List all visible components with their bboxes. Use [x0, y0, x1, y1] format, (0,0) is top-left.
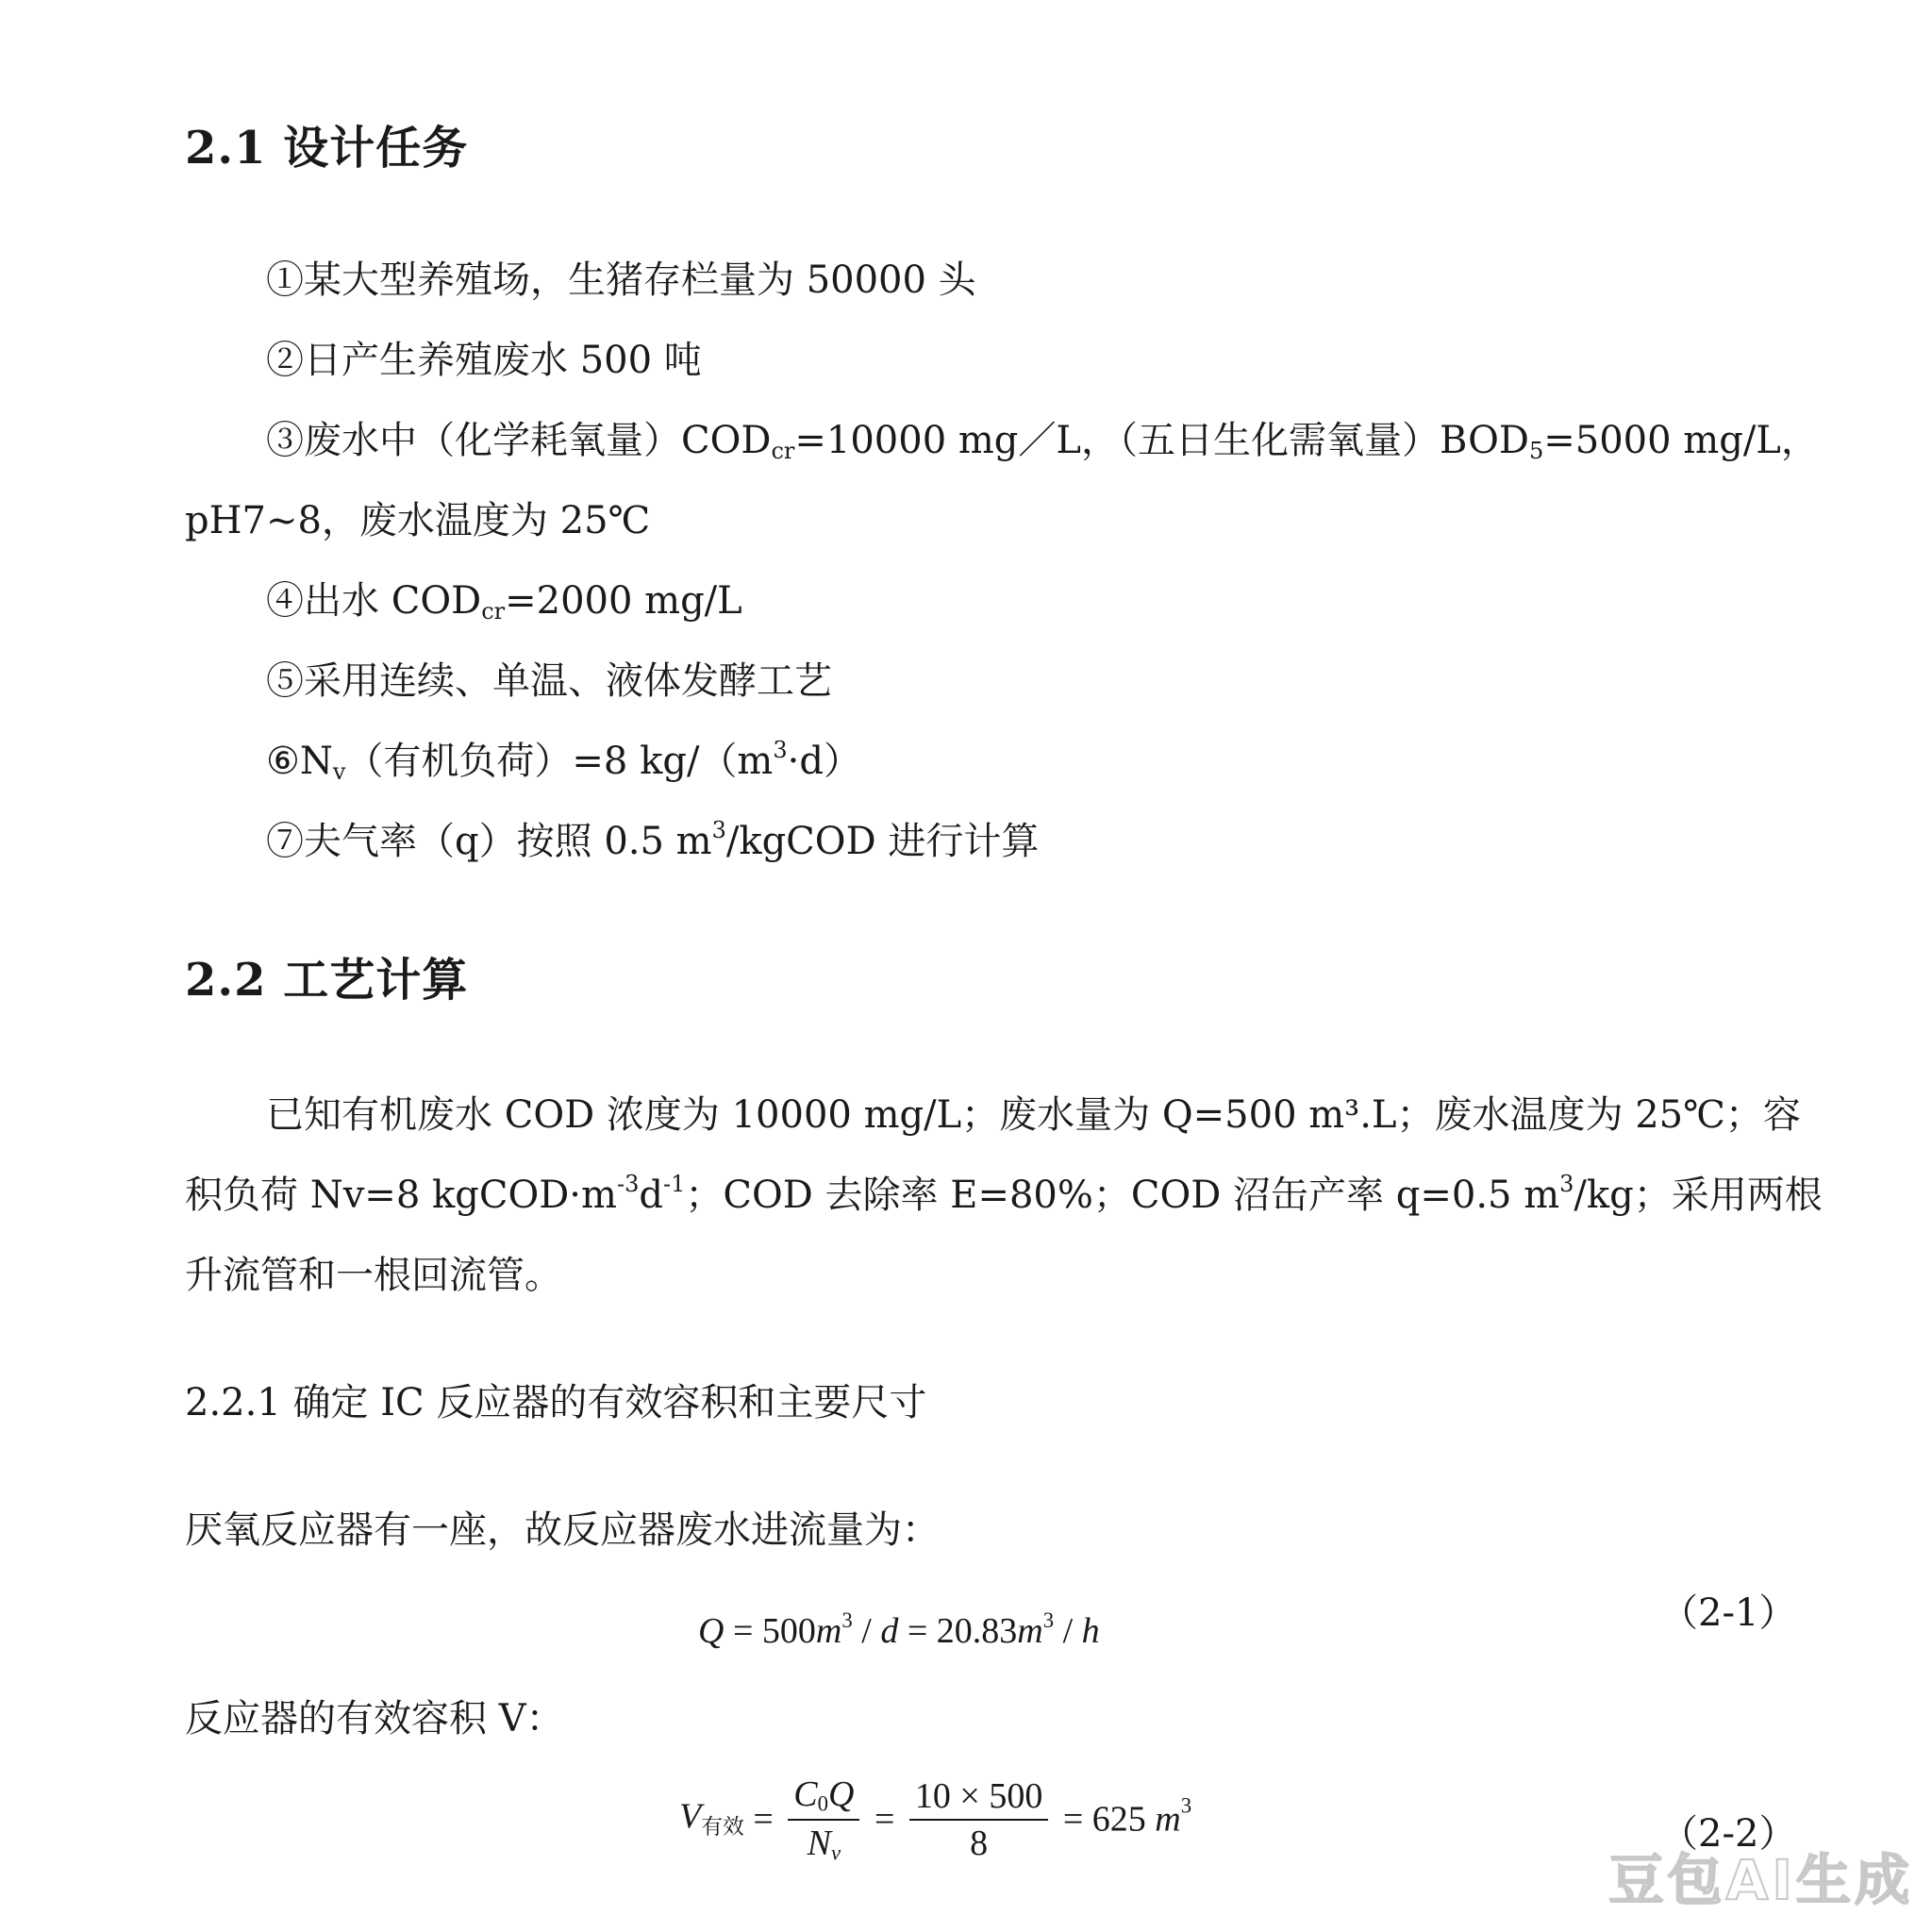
eq1-q: Q	[698, 1610, 724, 1651]
eq2-c: C	[793, 1774, 818, 1814]
calc-para-line-2	[185, 1165, 1823, 1219]
item-6-text-b: （有机负荷）=8 kg/（m	[345, 740, 774, 783]
calc-para-line-1: 已知有机废水 COD 浓度为 10000 mg/L；废水量为 Q=500 m³.L；废水温度为 25℃；容	[266, 1093, 1801, 1137]
calc-para-text-a: 积负荷 Nv=8 kgCOD·m	[185, 1174, 617, 1217]
item-3-text-c: =5000 mg/L，	[1543, 419, 1819, 462]
equation-number-2-1: （2-1）	[1660, 1591, 1797, 1635]
item-3-line-2: pH7~8，废水温度为 25℃	[185, 499, 651, 542]
eq2-frac2-denominator: 8	[970, 1823, 989, 1863]
item-4-text-a: ④出水 COD	[266, 579, 482, 623]
eq1-d: d	[880, 1610, 899, 1651]
item-3-cr-sub: cr	[771, 438, 795, 464]
eq1-part-b: /	[852, 1610, 881, 1651]
eq2-frac2-numerator: 10 × 500	[909, 1775, 1048, 1821]
eq2-frac1-numerator	[788, 1774, 859, 1821]
eq2-q: Q	[828, 1774, 855, 1814]
item-1: ①某大型养殖场，生猪存栏量为 50000 头	[266, 258, 976, 302]
equation-number-2-2: （2-2）	[1660, 1812, 1797, 1856]
eq2-v-sub: 有效	[701, 1815, 744, 1840]
eq2-v: V	[679, 1796, 702, 1837]
eq1-sup1: 3	[841, 1608, 853, 1632]
item-6-text-c: ·d）	[787, 740, 861, 783]
eq2-frac1-denominator	[802, 1821, 846, 1866]
section-2-2-1-heading: 2.2.1 确定 IC 反应器的有效容积和主要尺寸	[185, 1381, 927, 1424]
eq1-part-a: = 500	[724, 1610, 816, 1651]
calc-para-text-d: /kg；采用两根	[1574, 1174, 1823, 1217]
eq2-fraction-1	[788, 1774, 859, 1865]
eq1-m1: m	[815, 1610, 842, 1651]
item-6-v-sub: v	[332, 758, 346, 785]
item-6	[266, 731, 861, 785]
item-4-text-b: =2000 mg/L	[505, 579, 742, 623]
item-3-bod-sub: 5	[1528, 438, 1544, 464]
eq1-h: h	[1081, 1610, 1100, 1651]
eq2-result: = 625	[1054, 1799, 1156, 1840]
equation-2-2	[679, 1774, 1191, 1865]
section-2-1-heading: 2.1 设计任务	[185, 122, 469, 175]
item-3-line-1	[266, 410, 1819, 464]
volume-text: 反应器的有效容积 V：	[185, 1697, 564, 1740]
eq2-fraction-2	[909, 1775, 1048, 1864]
item-3-text-b: =10000 mg／L，（五日生化需氧量）BOD	[794, 419, 1529, 462]
item-3-text-a: ③废水中（化学耗氧量）COD	[266, 419, 772, 462]
item-6-sup: 3	[773, 737, 788, 764]
item-7-sup: 3	[711, 817, 726, 844]
calc-para-sup-3: 3	[1559, 1171, 1574, 1198]
eq2-n-sub: v	[830, 1840, 841, 1865]
item-6-text-a: ⑥N	[266, 740, 333, 783]
item-7-text-b: /kgCOD 进行计算	[725, 820, 1040, 863]
eq2-equals-2: =	[865, 1799, 904, 1840]
eq1-sup2: 3	[1042, 1608, 1055, 1632]
item-7-text-a: ⑦夫气率（q）按照 0.5 m	[266, 820, 712, 863]
calc-para-sup-1: -3	[616, 1171, 640, 1198]
watermark: 豆包AI生成	[1608, 1848, 1913, 1912]
item-4-cr-sub: cr	[481, 598, 506, 625]
calc-para-sup-2: -1	[662, 1171, 686, 1198]
calc-para-line-3: 升流管和一根回流管。	[185, 1254, 562, 1297]
section-2-2-heading: 2.2 工艺计算	[185, 954, 469, 1007]
calc-para-text-c: ；COD 去除率 E=80%；COD 沼缶产率 q=0.5 m	[685, 1174, 1560, 1217]
inflow-text: 厌氧反应器有一座，故反应器废水进流量为：	[185, 1508, 940, 1552]
eq2-c-sub: 0	[817, 1791, 829, 1816]
equation-2-1	[698, 1608, 1100, 1652]
eq2-m: m	[1155, 1799, 1181, 1840]
item-2: ②日产生养殖废水 500 吨	[266, 339, 702, 382]
eq1-m2: m	[1017, 1610, 1043, 1651]
item-7	[266, 811, 1039, 865]
eq2-n: N	[807, 1823, 831, 1863]
eq2-sup: 3	[1180, 1793, 1192, 1818]
eq1-part-c: = 20.83	[898, 1610, 1018, 1651]
eq1-part-e: /	[1054, 1610, 1082, 1651]
eq2-equals-1: =	[743, 1799, 783, 1840]
item-5: ⑤采用连续、单温、液体发酵工艺	[266, 659, 832, 703]
item-4	[266, 571, 742, 625]
calc-para-text-b: d	[639, 1174, 663, 1217]
